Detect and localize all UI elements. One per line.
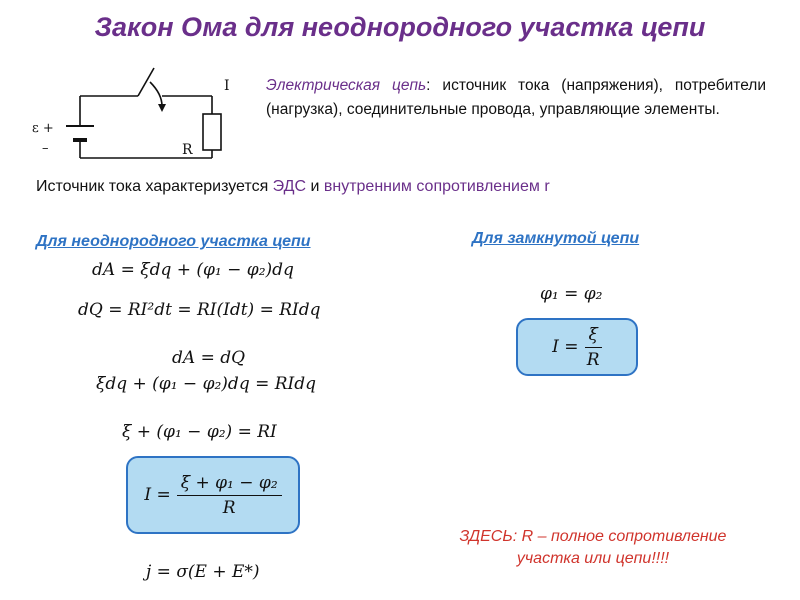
- description-term: Электрическая цепь: [266, 77, 427, 94]
- circuit-description: [266, 74, 766, 122]
- formula-work: dA = ξdq + (φ₁ − φ₂)dq: [92, 260, 294, 280]
- circuit-diagram: [30, 60, 260, 170]
- formula-equality: dA = dQ: [172, 348, 246, 368]
- source-emf: ЭДС: [272, 178, 307, 195]
- page-title: Закон Ома для неоднородного участка цепи: [94, 12, 706, 42]
- boxed-formula-left: [126, 456, 300, 534]
- source-middle: и: [306, 178, 324, 195]
- source-prefix: Источник тока характеризуется: [36, 178, 273, 195]
- boxed-left-lhs: I =: [144, 485, 171, 505]
- boxed-left-numerator: ξ + φ₁ − φ₂: [177, 473, 282, 496]
- boxed-right-denominator: R: [586, 349, 600, 370]
- right-heading: Для замкнутой цепи: [472, 230, 640, 247]
- formula-current-density: j = σ(E + E*): [146, 562, 260, 582]
- switch-blade: [138, 68, 154, 96]
- minus-label: –: [42, 141, 49, 156]
- resistor-label: R: [182, 142, 193, 158]
- boxed-right-fraction: [585, 325, 602, 370]
- formula-heat: dQ = RI²dt = RI(Idt) = RIdq: [78, 300, 321, 320]
- source-line: [36, 178, 550, 196]
- source-resistance: внутренним сопротивлением r: [323, 178, 550, 195]
- formula-simplified: ξ + (φ₁ − φ₂) = RI: [122, 422, 277, 442]
- emf-label: ε +: [32, 121, 54, 136]
- boxed-left-denominator: R: [222, 497, 236, 518]
- boxed-formula-right: [516, 318, 638, 376]
- boxed-left-fraction: [177, 473, 282, 518]
- formula-combined: ξdq + (φ₁ − φ₂)dq = RIdq: [96, 374, 317, 394]
- resistor-symbol: [203, 114, 221, 150]
- boxed-right-numerator: ξ: [585, 325, 602, 348]
- boxed-right-lhs: I =: [552, 337, 579, 357]
- current-label: I: [224, 78, 230, 94]
- note-text: ЗДЕСЬ: R – полное сопротивление участка или цепи!!!!: [459, 528, 727, 567]
- formula-potentials: φ₁ = φ₂: [540, 284, 603, 304]
- description-text: : источник тока (напряжения), потребители (нагрузка), соединительные провода, управляющие элементы.: [266, 77, 767, 118]
- left-heading: Для неоднородного участка цепи: [36, 233, 311, 250]
